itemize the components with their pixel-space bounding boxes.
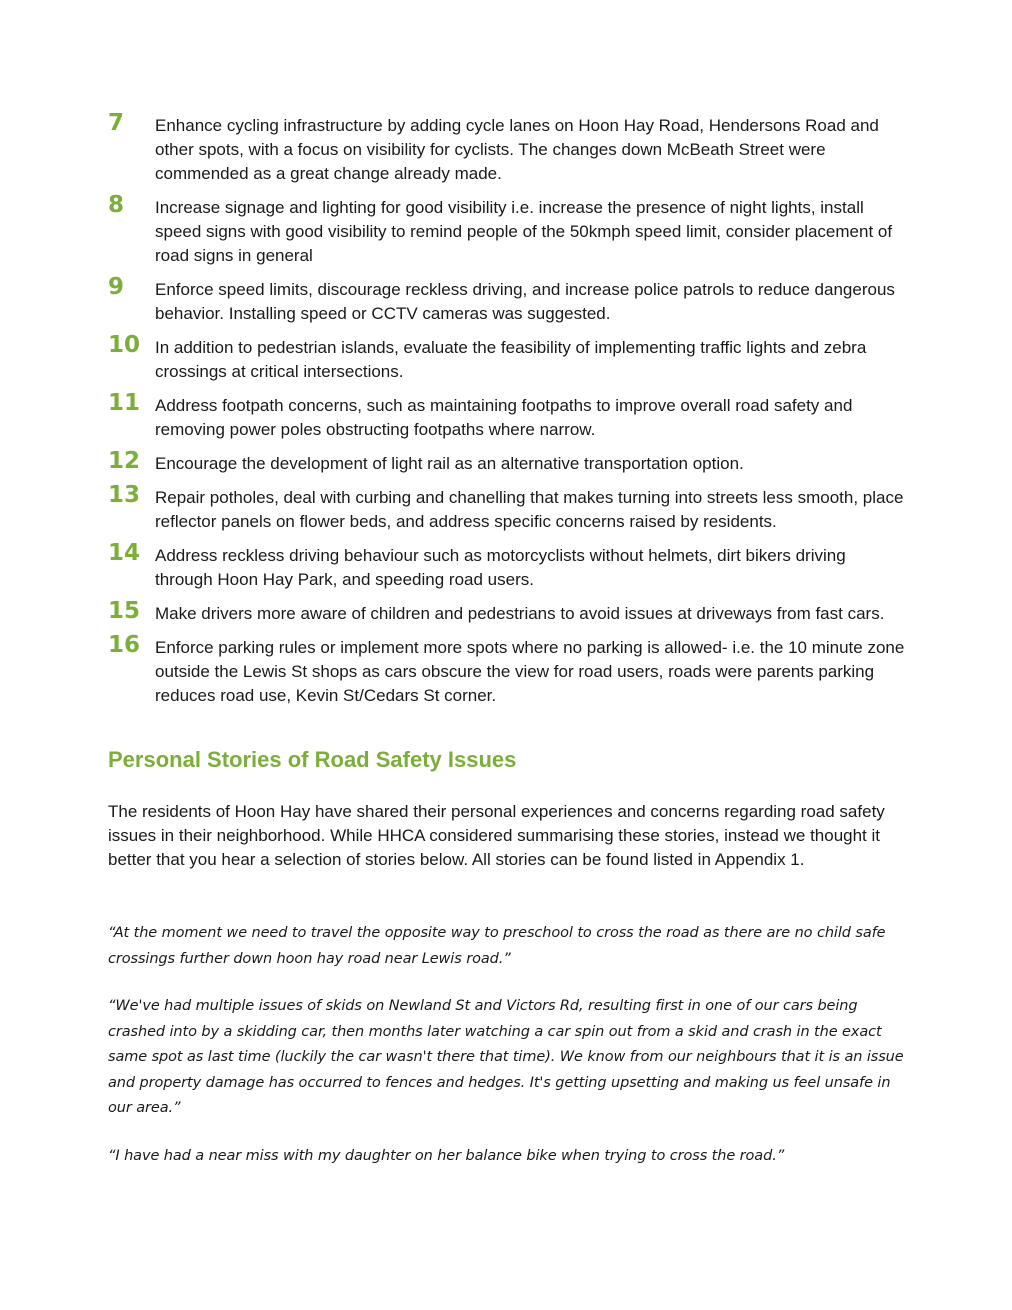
list-item [108,598,908,626]
item-number: 7 [108,110,125,136]
list-item [108,448,908,476]
item-number: 13 [108,482,141,508]
item-text: Repair potholes, deal with curbing and chanelling that makes turning into streets less smooth, place reflector panels on flower beds, and address specific concerns raised by residents. [155,488,904,531]
item-text: Encourage the development of light rail as an alternative transportation option. [155,454,744,473]
item-text: Address reckless driving behaviour such as motorcyclists without helmets, dirt bikers driving through Hoon Hay Park, and speeding road users. [155,546,846,589]
quotes-block [108,921,908,1191]
section-heading: Personal Stories of Road Safety Issues [108,747,517,772]
item-text: Enhance cycling infrastructure by adding cycle lanes on Hoon Hay Road, Hendersons Road and other spots, with a focus on visibility for cyclists. The changes down McBeath Street were commended as a great change already made. [155,116,879,183]
list-item [108,540,908,592]
resident-quote: “We've had multiple issues of skids on Newland St and Victors Rd, resulting first in one of our cars being crashed into by a skidding car, then months later watching a car spin out from a skid and crash in the exact same spot as last time (luckily the car wasn't there that time). We know from our neighbours that it is an issue and property damage has occurred to fences and hedges. It's getting upsetting and making us feel unsafe in our area.” [108,998,904,1116]
item-number: 8 [108,192,125,218]
list-item [108,632,908,708]
list-item [108,110,908,186]
item-number: 12 [108,448,141,474]
list-item [108,332,908,384]
item-text: Make drivers more aware of children and pedestrians to avoid issues at driveways from fast cars. [155,604,885,623]
item-text: In addition to pedestrian islands, evaluate the feasibility of implementing traffic lights and zebra crossings at critical intersections. [155,338,867,381]
item-text: Increase signage and lighting for good visibility i.e. increase the presence of night lights, install speed signs with good visibility to remind people of the 50kmph speed limit, consider placement of road signs in general [155,198,893,265]
resident-quote: “I have had a near miss with my daughter on her balance bike when trying to cross the road.” [108,1147,785,1164]
resident-quote: “At the moment we need to travel the opposite way to preschool to cross the road as there are no child safe crossings further down hoon hay road near Lewis road.” [108,925,886,967]
recommendations-list [108,110,908,714]
item-text: Enforce speed limits, discourage reckless driving, and increase police patrols to reduce dangerous behavior. Installing speed or CCTV cameras was suggested. [155,280,895,323]
list-item [108,192,908,268]
list-item [108,482,908,534]
item-number: 14 [108,540,141,566]
item-text: Enforce parking rules or implement more spots where no parking is allowed- i.e. the 10 minute zone outside the Lewis St shops as cars obscure the view for road users, roads were parents parking reduces road use, Kevin St/Cedars St corner. [155,638,905,705]
item-number: 9 [108,274,125,300]
item-number: 16 [108,632,141,658]
item-number: 11 [108,390,141,416]
list-item [108,274,908,326]
list-item [108,390,908,442]
item-text: Address footpath concerns, such as maintaining footpaths to improve overall road safety and removing power poles obstructing footpaths where narrow. [155,396,853,439]
section-intro: The residents of Hoon Hay have shared their personal experiences and concerns regarding road safety issues in their neighborhood. While HHCA considered summarising these stories, instead we thought it better that you hear a selection of stories below. All stories can be found listed in Appendix 1. [108,802,885,869]
item-number: 15 [108,598,141,624]
item-number: 10 [108,332,141,358]
